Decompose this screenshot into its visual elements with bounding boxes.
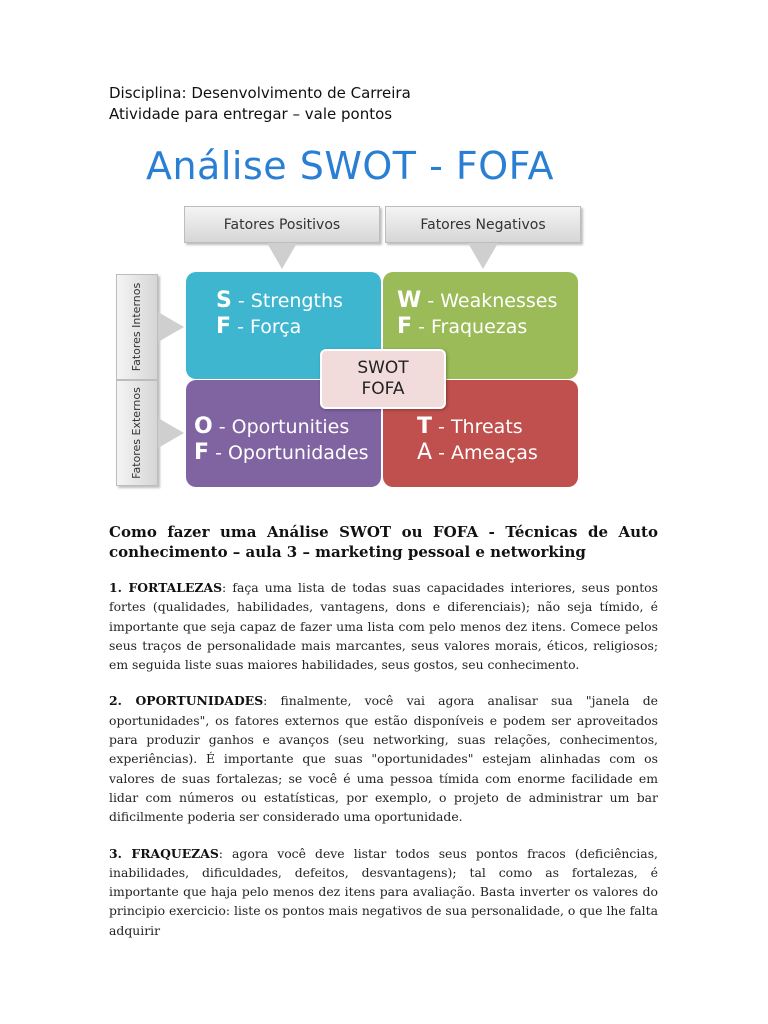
diagram-title: Análise SWOT - FOFA (145, 144, 555, 188)
positive-factors-label: Fatores Positivos (184, 206, 380, 243)
right-arrow-icon (158, 418, 184, 448)
strengths-text: - Strengths (231, 290, 343, 312)
article-heading-line2: conhecimento – aula 3 – marketing pessoal e networking (109, 543, 586, 561)
positive-factors-arrow (184, 206, 380, 272)
threats-text: - Threats (432, 416, 523, 438)
oportunidades-letter: F (194, 440, 210, 465)
paragraph-text: : agora você deve listar todos seus pontos fracos (deficiências, inabilidades, dificuldades, defeitos, desvantagens); tal como as fortalezas, é importante que haja pelo menos dez itens para avaliação. Basta inverter os valores do principio exercicio: liste os pontos mais negativos de sua personalidade, o que lhe falta adquirir (109, 845, 658, 938)
swot-diagram (100, 140, 600, 500)
paragraph-oportunidades (109, 691, 658, 826)
threats-letter: T (417, 414, 433, 439)
paragraph-label: 2. OPORTUNIDADES (109, 693, 264, 709)
paragraph-label: 3. FRAQUEZAS (109, 845, 219, 861)
strengths-letter: S (216, 288, 232, 313)
forca-letter: F (216, 314, 232, 339)
article-body (109, 522, 658, 957)
ameacas-text: - Ameaças (432, 442, 538, 464)
opportunities-text: - Oportunities (212, 416, 350, 438)
negative-factors-label: Fatores Negativos (385, 206, 581, 243)
header-activity: Atividade para entregar – vale pontos (109, 105, 393, 123)
article-heading-line1: Como fazer uma Análise SWOT ou FOFA - Técnicas de Auto (109, 523, 658, 541)
document-header (109, 83, 411, 125)
oportunidades-text: - Oportunidades (209, 442, 369, 464)
ameacas-letter: A (417, 440, 433, 465)
internal-factors-arrow (116, 274, 186, 380)
center-line-fofa: FOFA (361, 379, 405, 399)
swot-fofa-center-box (320, 349, 446, 409)
paragraph-text: : faça uma lista de todas suas capacidades interiores, seus pontos fortes (qualidades, habilidades, vantagens, dons e diferenciais); não seja tímido, é importante que seja capaz de fazer uma lista com pelo menos dez itens. Comece pelos seus traços de personalidade mais marcantes, seus valores morais, éticos, religiosos; em seguida liste suas maiores habilidades, seus gostos, seu conhecimento. (109, 580, 659, 673)
header-discipline: Disciplina: Desenvolvimento de Carreira (109, 84, 411, 102)
down-arrow-icon (267, 243, 297, 269)
paragraph-label: 1. FORTALEZAS (109, 580, 223, 595)
paragraph-fraquezas (109, 844, 658, 940)
center-line-swot: SWOT (357, 358, 409, 378)
right-arrow-icon (158, 312, 184, 342)
negative-factors-arrow (385, 206, 581, 272)
fraquezas-text: - Fraquezas (412, 316, 528, 338)
external-factors-label: Fatores Externos (130, 387, 143, 479)
weaknesses-letter: W (397, 288, 422, 313)
forca-text: - Força (231, 316, 302, 338)
internal-factors-label: Fatores Internos (130, 282, 143, 372)
article-heading (109, 522, 658, 562)
weaknesses-text: - Weaknesses (421, 290, 558, 312)
fraquezas-letter: F (397, 314, 413, 339)
paragraph-fortalezas (109, 578, 658, 674)
opportunities-letter: O (194, 414, 213, 439)
down-arrow-icon (468, 243, 498, 269)
paragraph-text: : finalmente, você vai agora analisar sua "janela de oportunidades", os fatores externos que estão disponíveis e podem ser aproveitados para produzir ganhos e avanços (seu networking, suas relações, conhecimentos, experiências). É importante que suas "oportunidades" estejam alinhadas com os valores de suas fortalezas; se você é uma pessoa tímida com enorme facilidade em lidar com números ou estatísticas, por exemplo, o projeto de administrar um bar dificilmente poderia ser considerado uma oportunidade. (109, 693, 658, 825)
external-factors-arrow (116, 380, 186, 486)
